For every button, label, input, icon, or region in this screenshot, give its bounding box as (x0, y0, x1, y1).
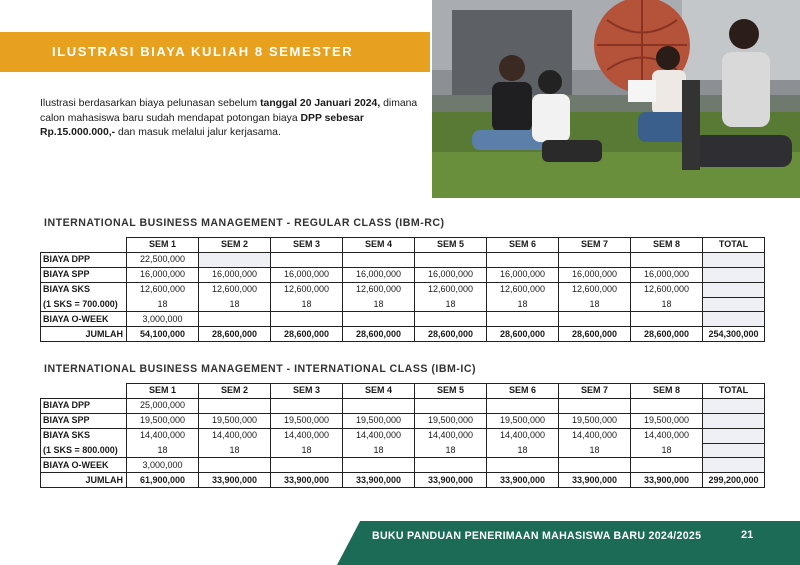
cell: 33,900,000 (199, 473, 271, 488)
cell: 12,600,000 (199, 282, 271, 297)
cell: 14,400,000 (343, 428, 415, 443)
table-row-oweek (41, 312, 765, 327)
regular-class-table (40, 237, 765, 342)
row-label-sks: BIAYA SKS (41, 428, 127, 443)
header-total: TOTAL (703, 238, 765, 253)
cell: 28,600,000 (415, 327, 487, 342)
footer-bar (337, 521, 800, 565)
students-photo-illustration (432, 0, 800, 198)
row-label-sks-note: (1 SKS = 700.000) (41, 297, 127, 312)
cell: 14,400,000 (415, 428, 487, 443)
cell-dpp-sem1: 25,000,000 (127, 398, 199, 413)
cell: 33,900,000 (631, 473, 703, 488)
header-sem1: SEM 1 (127, 384, 199, 399)
cell: 12,600,000 (415, 282, 487, 297)
table-row-spp (41, 413, 765, 428)
cell: 12,600,000 (559, 282, 631, 297)
cell: 18 (199, 443, 271, 458)
banner-title: ILUSTRASI BIAYA KULIAH 8 SEMESTER (52, 44, 354, 59)
row-label-jumlah: JUMLAH (41, 327, 127, 342)
cell: 18 (271, 297, 343, 312)
row-label-oweek: BIAYA O-WEEK (41, 312, 127, 327)
cell: 18 (487, 297, 559, 312)
header-sem1: SEM 1 (127, 238, 199, 253)
cell: 19,500,000 (487, 413, 559, 428)
cell: 19,500,000 (415, 413, 487, 428)
header-sem4: SEM 4 (343, 384, 415, 399)
cell: 12,600,000 (343, 282, 415, 297)
cell: 18 (487, 443, 559, 458)
cell: 16,000,000 (343, 267, 415, 282)
intro-text-3: dan masuk melalui jalur kerjasama. (115, 127, 281, 139)
cell: 16,000,000 (631, 267, 703, 282)
cell: 18 (199, 297, 271, 312)
table-header-row (41, 238, 765, 253)
header-sem2: SEM 2 (199, 384, 271, 399)
cell: 14,400,000 (271, 428, 343, 443)
table-header-row (41, 384, 765, 399)
cell: 16,000,000 (199, 267, 271, 282)
table-row-sks (41, 428, 765, 443)
cell: 14,400,000 (631, 428, 703, 443)
cell: 18 (343, 297, 415, 312)
cell: 14,400,000 (199, 428, 271, 443)
international-class-title: INTERNATIONAL BUSINESS MANAGEMENT - INTERNATIONAL CLASS (IBM-IC) (44, 363, 477, 375)
cell: 14,400,000 (127, 428, 199, 443)
cell: 19,500,000 (559, 413, 631, 428)
header-corner (41, 384, 127, 399)
cell: 12,600,000 (127, 282, 199, 297)
table-row-jumlah (41, 327, 765, 342)
cell: 28,600,000 (487, 327, 559, 342)
header-sem2: SEM 2 (199, 238, 271, 253)
header-sem4: SEM 4 (343, 238, 415, 253)
cell: 12,600,000 (487, 282, 559, 297)
table-row-jumlah (41, 473, 765, 488)
table-row-dpp (41, 398, 765, 413)
row-label-oweek: BIAYA O-WEEK (41, 458, 127, 473)
cell: 18 (127, 297, 199, 312)
cell: 61,900,000 (127, 473, 199, 488)
table-row-oweek (41, 458, 765, 473)
cell-dpp-sem1: 22,500,000 (127, 252, 199, 267)
header-sem8: SEM 8 (631, 384, 703, 399)
cell: 12,600,000 (631, 282, 703, 297)
cell: 19,500,000 (127, 413, 199, 428)
cell: 16,000,000 (415, 267, 487, 282)
intro-text-2: dimana calon mahasiswa baru sudah mendapat potongan biaya (40, 98, 418, 124)
cell: 18 (559, 297, 631, 312)
header-sem6: SEM 6 (487, 238, 559, 253)
row-label-spp: BIAYA SPP (41, 267, 127, 282)
row-label-dpp: BIAYA DPP (41, 398, 127, 413)
header-total: TOTAL (703, 384, 765, 399)
cell: 18 (631, 297, 703, 312)
page-number: 21 (741, 529, 754, 541)
cell: 28,600,000 (559, 327, 631, 342)
cell: 28,600,000 (631, 327, 703, 342)
cell-oweek-sem1: 3,000,000 (127, 458, 199, 473)
cell: 33,900,000 (559, 473, 631, 488)
cell: 28,600,000 (271, 327, 343, 342)
table-row-sks-count (41, 297, 765, 312)
section-banner (0, 32, 430, 72)
cell-oweek-sem1: 3,000,000 (127, 312, 199, 327)
intro-paragraph (40, 97, 420, 141)
header-sem6: SEM 6 (487, 384, 559, 399)
cell: 18 (559, 443, 631, 458)
header-sem7: SEM 7 (559, 238, 631, 253)
cell: 12,600,000 (271, 282, 343, 297)
cell: 33,900,000 (487, 473, 559, 488)
cell: 33,900,000 (415, 473, 487, 488)
row-label-sks: BIAYA SKS (41, 282, 127, 297)
intro-text-1: Ilustrasi berdasarkan biaya pelunasan sebelum (40, 98, 261, 109)
row-label-jumlah: JUMLAH (41, 473, 127, 488)
cell: 33,900,000 (271, 473, 343, 488)
cell: 18 (415, 443, 487, 458)
international-class-table (40, 383, 765, 488)
header-sem8: SEM 8 (631, 238, 703, 253)
cell: 16,000,000 (559, 267, 631, 282)
cell-total: 299,200,000 (703, 473, 765, 488)
header-sem7: SEM 7 (559, 384, 631, 399)
header-sem3: SEM 3 (271, 384, 343, 399)
cell: 16,000,000 (127, 267, 199, 282)
cell: 16,000,000 (487, 267, 559, 282)
header-sem3: SEM 3 (271, 238, 343, 253)
cell: 18 (343, 443, 415, 458)
table-row-dpp (41, 252, 765, 267)
cell: 33,900,000 (343, 473, 415, 488)
cell: 18 (631, 443, 703, 458)
cell: 16,000,000 (271, 267, 343, 282)
cell: 18 (415, 297, 487, 312)
cell: 19,500,000 (271, 413, 343, 428)
row-label-sks-note: (1 SKS = 800.000) (41, 443, 127, 458)
cell: 19,500,000 (199, 413, 271, 428)
table-row-spp (41, 267, 765, 282)
cell: 14,400,000 (559, 428, 631, 443)
header-sem5: SEM 5 (415, 384, 487, 399)
cell: 28,600,000 (343, 327, 415, 342)
footer-title: BUKU PANDUAN PENERIMAAN MAHASISWA BARU 2024/2025 (372, 530, 702, 542)
cell-total: 254,300,000 (703, 327, 765, 342)
cell: 18 (127, 443, 199, 458)
intro-dpp-discount: DPP sebesar Rp.15.000.000,- (40, 112, 364, 139)
students-photo (432, 0, 800, 198)
cell: 19,500,000 (343, 413, 415, 428)
table-row-sks-count (41, 443, 765, 458)
intro-date: tanggal 20 Januari 2024, (260, 98, 381, 109)
cell: 14,400,000 (487, 428, 559, 443)
cell: 18 (271, 443, 343, 458)
header-corner (41, 238, 127, 253)
row-label-spp: BIAYA SPP (41, 413, 127, 428)
table-row-sks (41, 282, 765, 297)
cell: 28,600,000 (199, 327, 271, 342)
header-sem5: SEM 5 (415, 238, 487, 253)
row-label-dpp: BIAYA DPP (41, 252, 127, 267)
cell: 54,100,000 (127, 327, 199, 342)
regular-class-title: INTERNATIONAL BUSINESS MANAGEMENT - REGULAR CLASS (IBM-RC) (44, 217, 445, 229)
cell: 19,500,000 (631, 413, 703, 428)
